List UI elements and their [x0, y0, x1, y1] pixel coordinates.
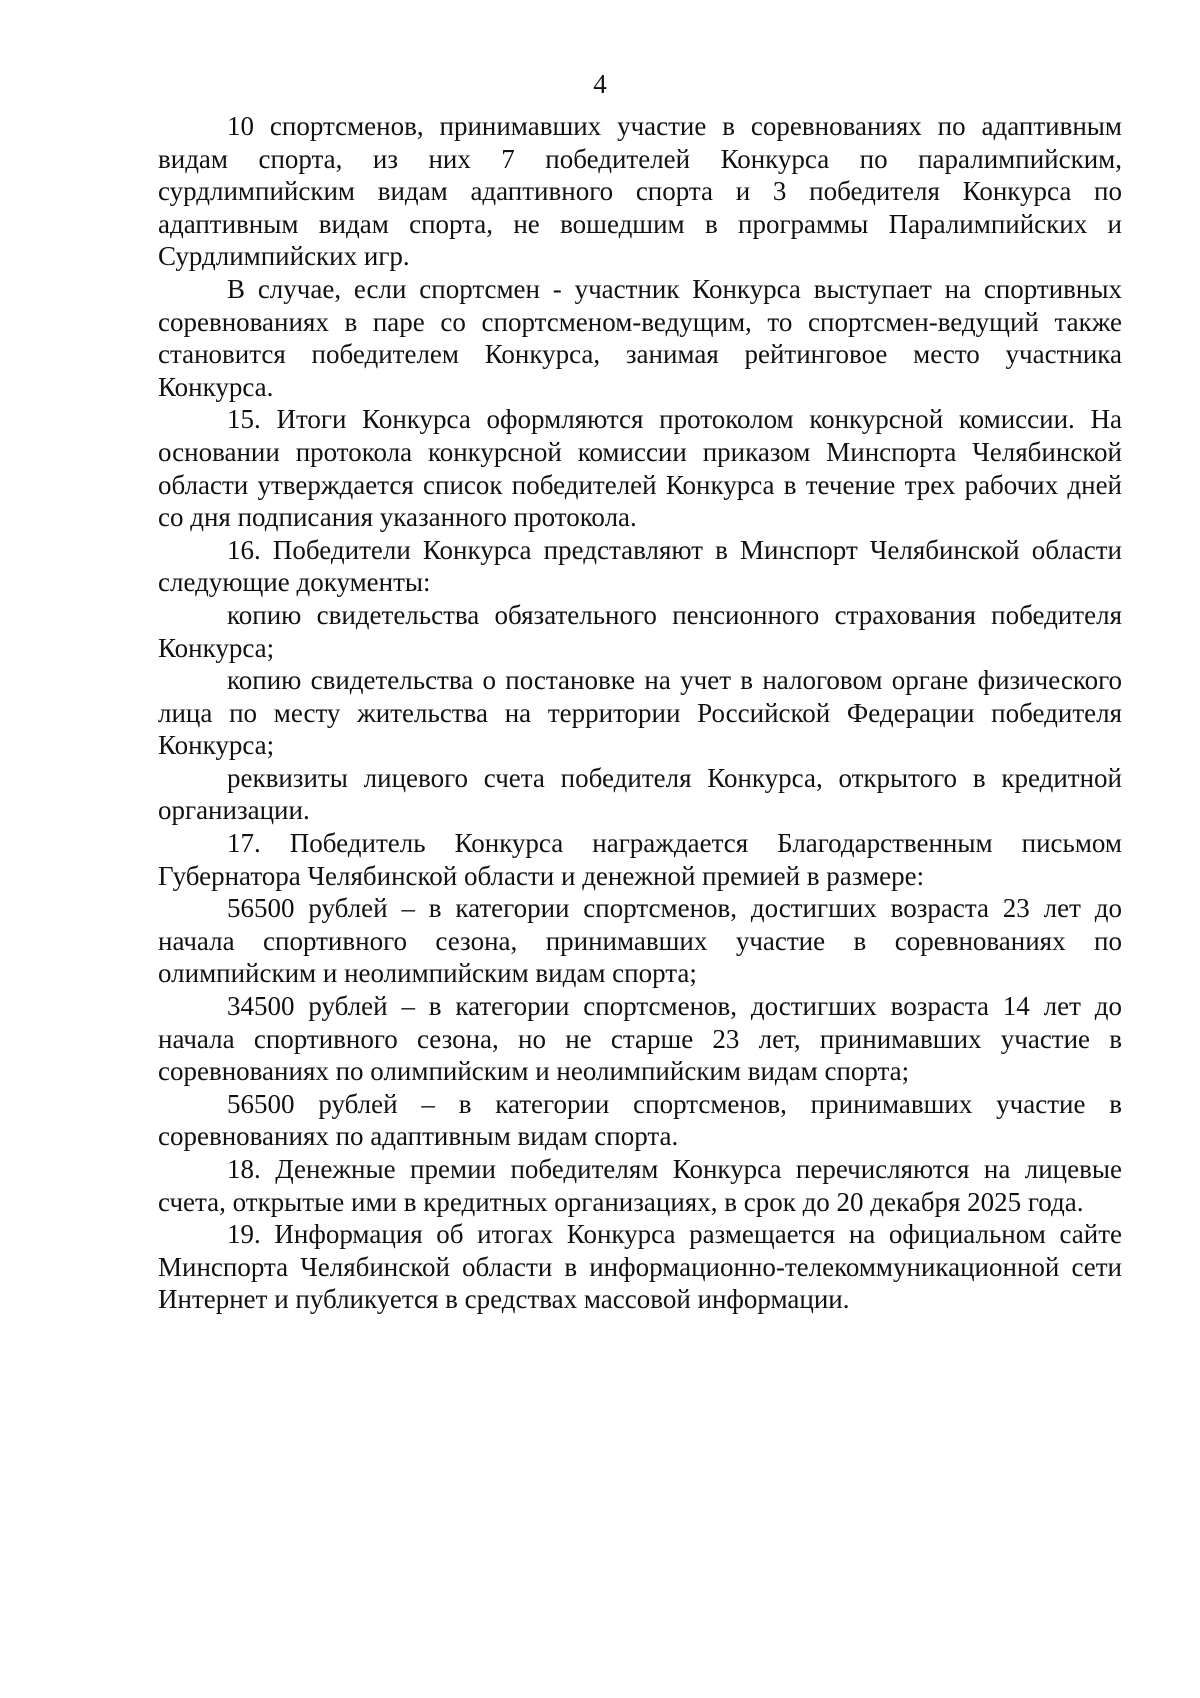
- document-body: [158, 110, 1122, 1316]
- paragraph-prize-youth: 34500 рублей – в категории спортсменов, достигших возраста 14 лет до начала спортивного сезона, но не старше 23 лет, принимавших участие в соревнованиях по олимпийским и неолимпийским видам спорта;: [158, 991, 1122, 1087]
- paragraph-prize-adaptive: 56500 рублей – в категории спортсменов, принимавших участие в соревнованиях по адаптивным видам спорта.: [158, 1088, 1122, 1152]
- paragraph-doc-account: реквизиты лицевого счета победителя Конкурса, открытого в кредитной организации.: [158, 762, 1122, 826]
- paragraph-doc-tax: копию свидетельства о постановке на учет в налоговом органе физического лица по месту жительства на территории Российской Федерации победителя Конкурса;: [158, 665, 1122, 761]
- paragraph-prize-adult: 56500 рублей – в категории спортсменов, достигших возраста 23 лет до начала спортивного сезона, принимавших участие в соревнованиях по олимпийским и неолимпийским видам спорта;: [158, 893, 1122, 989]
- paragraph-item-17: 17. Победитель Конкурса награждается Благодарственным письмом Губернатора Челябинской области и денежной премией в размере:: [158, 828, 1122, 891]
- paragraph-participants-count: 10 спортсменов, принимавших участие в соревнованиях по адаптивным видам спорта, из них 7 победителей Конкурса по паралимпийским, сурдлимпийским видам адаптивного спорта и 3 победителя Конкурса по адаптивным видам спорта, не вошедшим в программы Паралимпийских и Сурдлимпийских игр.: [158, 111, 1122, 272]
- paragraph-item-15: 15. Итоги Конкурса оформляются протоколом конкурсной комиссии. На основании протокола конкурсной комиссии приказом Минспорта Челябинской области утверждается список победителей Конкурса в течение трех рабочих дней со дня подписания указанного протокола.: [158, 404, 1122, 533]
- paragraph-item-19: 19. Информация об итогах Конкурса размещается на официальном сайте Минспорта Челябинской области в информационно-телекоммуникационной сети Интернет и публикуется в средствах массовой информации.: [158, 1219, 1122, 1315]
- paragraph-guide-athlete: В случае, если спортсмен - участник Конкурса выступает на спортивных соревнованиях в паре со спортсменом-ведущим, то спортсмен-ведущий также становится победителем Конкурса, занимая рейтинговое место участника Конкурса.: [158, 273, 1122, 402]
- page-number: 4: [593, 69, 607, 99]
- paragraph-item-18: 18. Денежные премии победителям Конкурса перечисляются на лицевые счета, открытые ими в кредитных организациях, в срок до 20 декабря 2025 года.: [158, 1154, 1122, 1217]
- paragraph-item-16: 16. Победители Конкурса представляют в Минспорт Челябинской области следующие документы:: [158, 534, 1122, 598]
- paragraph-doc-pension: копию свидетельства обязательного пенсионного страхования победителя Конкурса;: [158, 599, 1122, 663]
